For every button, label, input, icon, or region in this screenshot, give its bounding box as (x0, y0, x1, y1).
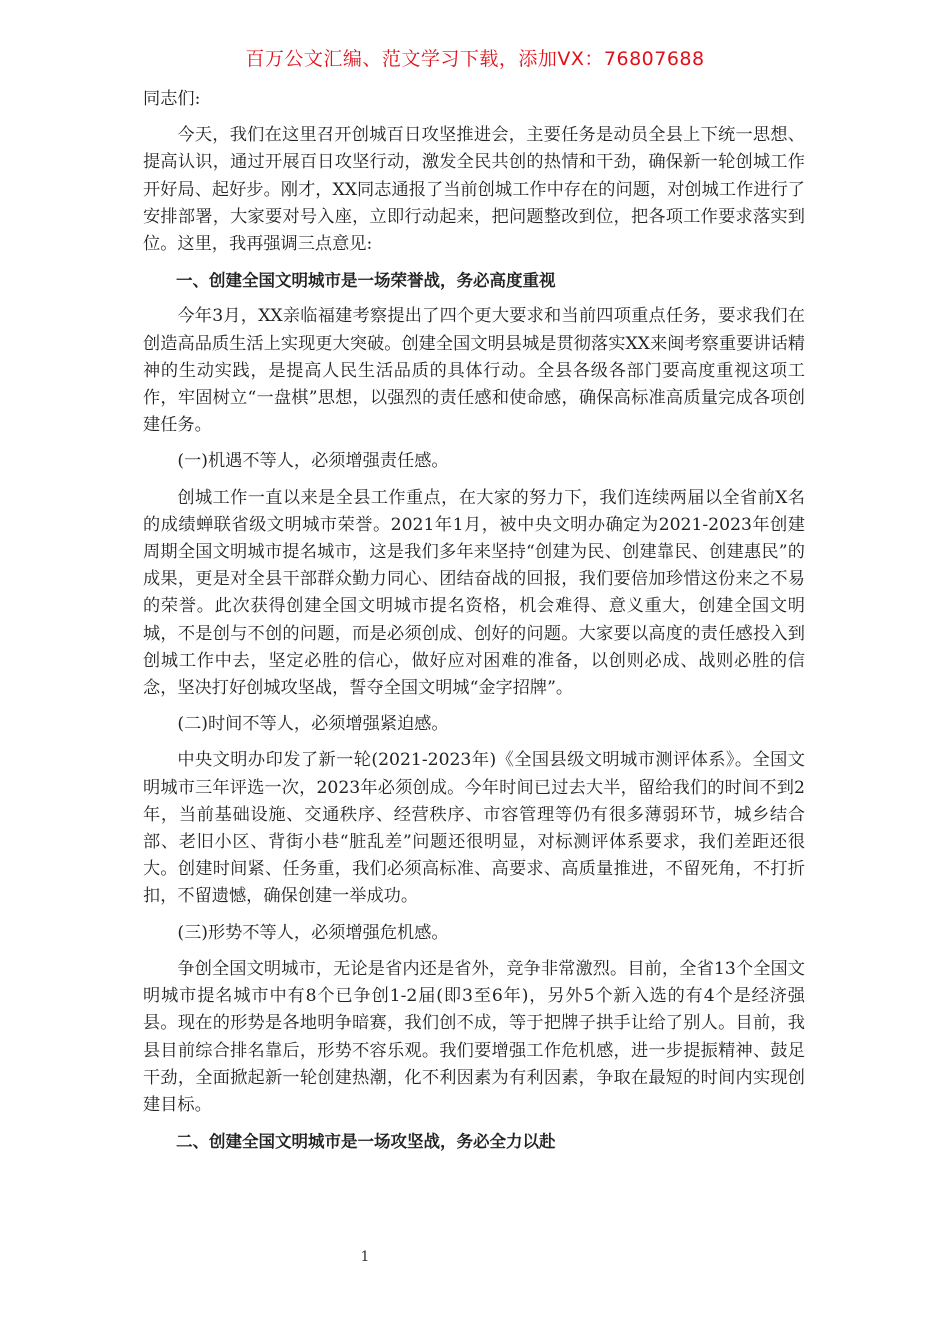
document-body (143, 86, 805, 1155)
paragraph: 今年3月，XX亲临福建考察提出了四个更大要求和当前四项重点任务，要求我们在创造高品质生活上实现更大突破。创建全国文明县城是贯彻落实XX来闽考察重要讲话精神的生动实践，是提高人民生活品质的具体行动。全县各级各部门要高度重视这项工作，牢固树立“一盘棋”思想，以强烈的责任感和使命感，确保高标准高质量完成各项创建任务。 (143, 306, 805, 436)
subheading-3: (三)形势不等人，必须增强危机感。 (177, 922, 449, 943)
paragraph: 争创全国文明城市，无论是省内还是省外，竞争非常激烈。目前，全省13个全国文明城市提名城市中有8个已争创1-2届(即3至6年)，另外5个新入选的有4个是经济强县。现在的形势是各地明争暗赛，我们创不成，等于把牌子拱手让给了别人。目前，我县目前综合排名靠后，形势不容乐观。我们要增强工作危机感，进一步提振精神、鼓足干劲，全面掀起新一轮创建热潮，化不利因素为有利因素，争取在最短的时间内实现创建目标。 (143, 958, 805, 1115)
paragraph-intro: 今天，我们在这里召开创城百日攻坚推进会，主要任务是动员全县上下统一思想、提高认识，通过开展百日攻坚行动，激发全民共创的热情和干劲，确保新一轮创城工作开好局、起好步。刚才，XX同志通报了当前创城工作中存在的问题，对创城工作进行了安排部署，大家要对号入座，立即行动起来，把问题整改到位，把各项工作要求落实到位。这里，我再强调三点意见: (143, 125, 805, 255)
download-banner: 百万公文汇编、范文学习下载，添加VX：76807688 (245, 48, 705, 70)
page-number: 1 (360, 1249, 370, 1265)
salutation: 同志们: (143, 89, 201, 109)
section-heading-1: 一、创建全国文明城市是一场荣誉战，务必高度重视 (176, 271, 556, 291)
subheading-2: (二)时间不等人，必须增强紧迫感。 (177, 714, 449, 735)
paragraph: 创城工作一直以来是全县工作重点，在大家的努力下，我们连续两届以全省前X名的成绩蝉联省级文明城市荣誉。2021年1月，被中央文明办确定为2021-2023年创建周期全国文明城市提名城市，这是我们多年来坚持“创建为民、创建靠民、创建惠民”的成果，更是对全县干部群众勤力同心、团结奋战的回报，我们要倍加珍惜这份来之不易的荣誉。此次获得创建全国文明城市提名资格，机会难得、意义重大，创建全国文明城，不是创与不创的问题，而是必须创成、创好的问题。大家要以高度的责任感投入到创城工作中去，坚定必胜的信心，做好应对困难的准备，以创则必成、战则必胜的信念，坚决打好创城攻坚战，誓夺全国文明城“金字招牌”。 (143, 487, 805, 699)
paragraph: 中央文明办印发了新一轮(2021-2023年)《全国县级文明城市测评体系》。全国文明城市三年评选一次，2023年必须创成。今年时间已过去大半，留给我们的时间不到2年，当前基础设施、交通秩序、经营秩序、市容管理等仍有很多薄弱环节，城乡结合部、老旧小区、背街小巷“脏乱差”问题还很明显，对标测评体系要求，我们差距还很大。创建时间紧、任务重，我们必须高标准、高要求、高质量推进，不留死角，不打折扣，不留遗憾，确保创建一举成功。 (143, 750, 805, 907)
section-heading-2: 二、创建全国文明城市是一场攻坚战，务必全力以赴 (176, 1132, 556, 1152)
subheading-1: (一)机遇不等人，必须增强责任感。 (177, 451, 449, 472)
